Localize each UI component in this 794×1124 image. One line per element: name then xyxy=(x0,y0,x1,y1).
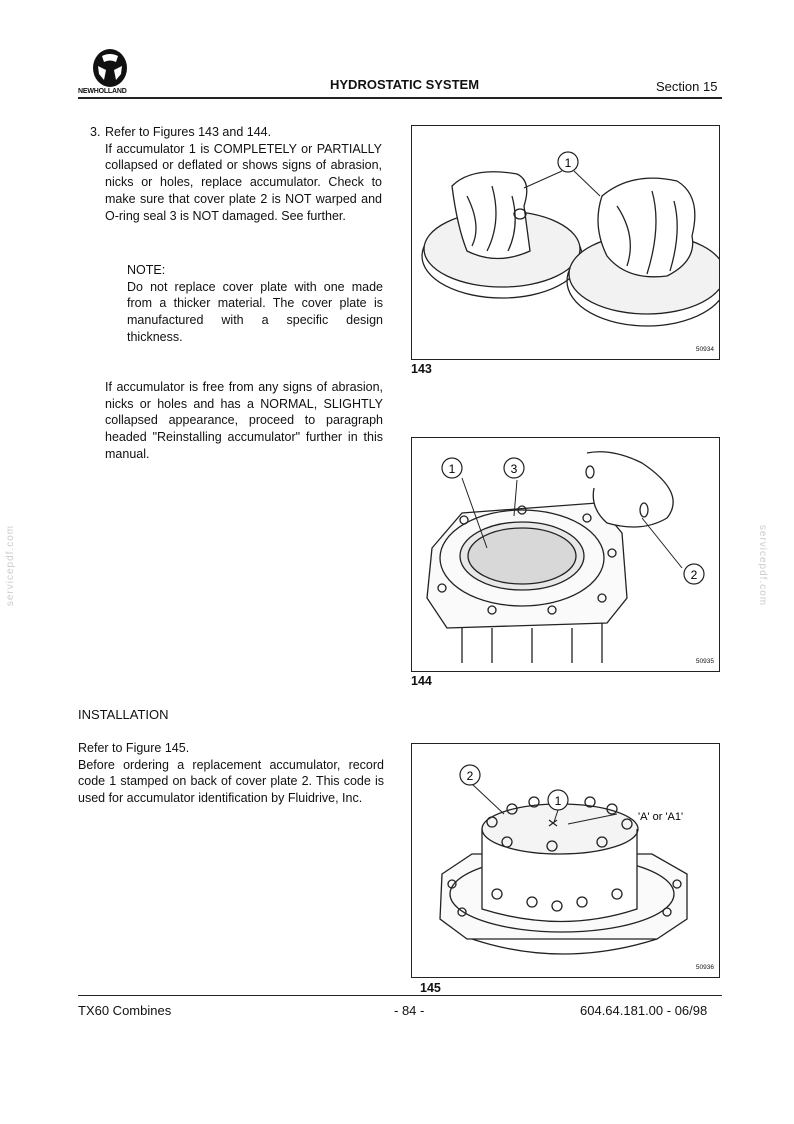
section-label: Section 15 xyxy=(656,79,718,94)
figure-143-caption: 143 xyxy=(411,362,432,376)
header-rule xyxy=(78,97,722,99)
figure-144-code: 50935 xyxy=(695,658,714,665)
figure-143 xyxy=(411,125,720,360)
accumulator-free-paragraph: If accumulator is free from any signs of abrasion, nicks or holes and has a NORMAL, SLIGHTLY collapsed appearance, proceed to paragraph headed "Reinstalling accumulator" further in this manual. xyxy=(105,380,383,461)
figure-145-code: 50936 xyxy=(695,964,714,971)
figure-145-callout-2: 2 xyxy=(466,769,474,783)
figure-144-callout-3: 3 xyxy=(510,462,518,476)
footer-document-code: 604.64.181.00 - 06/98 xyxy=(580,1003,708,1018)
installation-text: Before ordering a replacement accumulator, record code 1 stamped on back of cover plate 2. This code is used for accumulator identification by Fluidrive, Inc. xyxy=(78,757,384,806)
logo-text: NEWHOLLAND xyxy=(78,88,127,95)
note-block xyxy=(127,262,383,346)
step-3 xyxy=(90,124,382,224)
installation-paragraph xyxy=(78,740,384,807)
watermark-right: servicepdf.com xyxy=(757,524,769,607)
footer-manual-name: TX60 Combines xyxy=(78,1003,172,1018)
step-number: 3. xyxy=(90,125,101,139)
figure-144-callout-2: 2 xyxy=(690,568,698,582)
figure-145-callout-1: 1 xyxy=(554,794,562,808)
figure-144 xyxy=(411,437,720,672)
installation-heading: INSTALLATION xyxy=(78,707,169,722)
figure-143-illustration xyxy=(412,126,719,359)
installation-refer: Refer to Figure 145. xyxy=(78,741,190,755)
note-label: NOTE: xyxy=(127,263,166,277)
figure-145-caption: 145 xyxy=(420,981,441,995)
figure-144-callout-1: 1 xyxy=(448,462,456,476)
step-3-text: If accumulator 1 is COMPLETELY or PARTIALLY collapsed or deflated or shows signs of abrasion, nicks or holes, replace accumulator. Check to make sure that cover plate 2 is NOT warped and O-ring seal 3 is NOT damaged. See further. xyxy=(105,141,382,223)
step-3-refer: Refer to Figures 143 and 144. xyxy=(105,125,272,139)
figure-144-caption: 144 xyxy=(411,674,432,688)
footer-page-number: - 84 - xyxy=(394,1003,425,1018)
watermark-left: servicepdf.com xyxy=(5,524,17,607)
figure-143-callout-1: 1 xyxy=(564,156,572,170)
figure-144-illustration xyxy=(412,438,719,671)
note-text: Do not replace cover plate with one made from a thicker material. The cover plate is manufactured with a specific design thickness. xyxy=(127,279,383,344)
footer-rule xyxy=(78,995,722,996)
figure-145-illustration xyxy=(412,744,719,977)
page-header-title: HYDROSTATIC SYSTEM xyxy=(330,77,480,92)
figure-145-annotation: 'A' or 'A1' xyxy=(638,811,684,823)
figure-145 xyxy=(411,743,720,978)
figure-143-code: 50934 xyxy=(695,346,714,353)
